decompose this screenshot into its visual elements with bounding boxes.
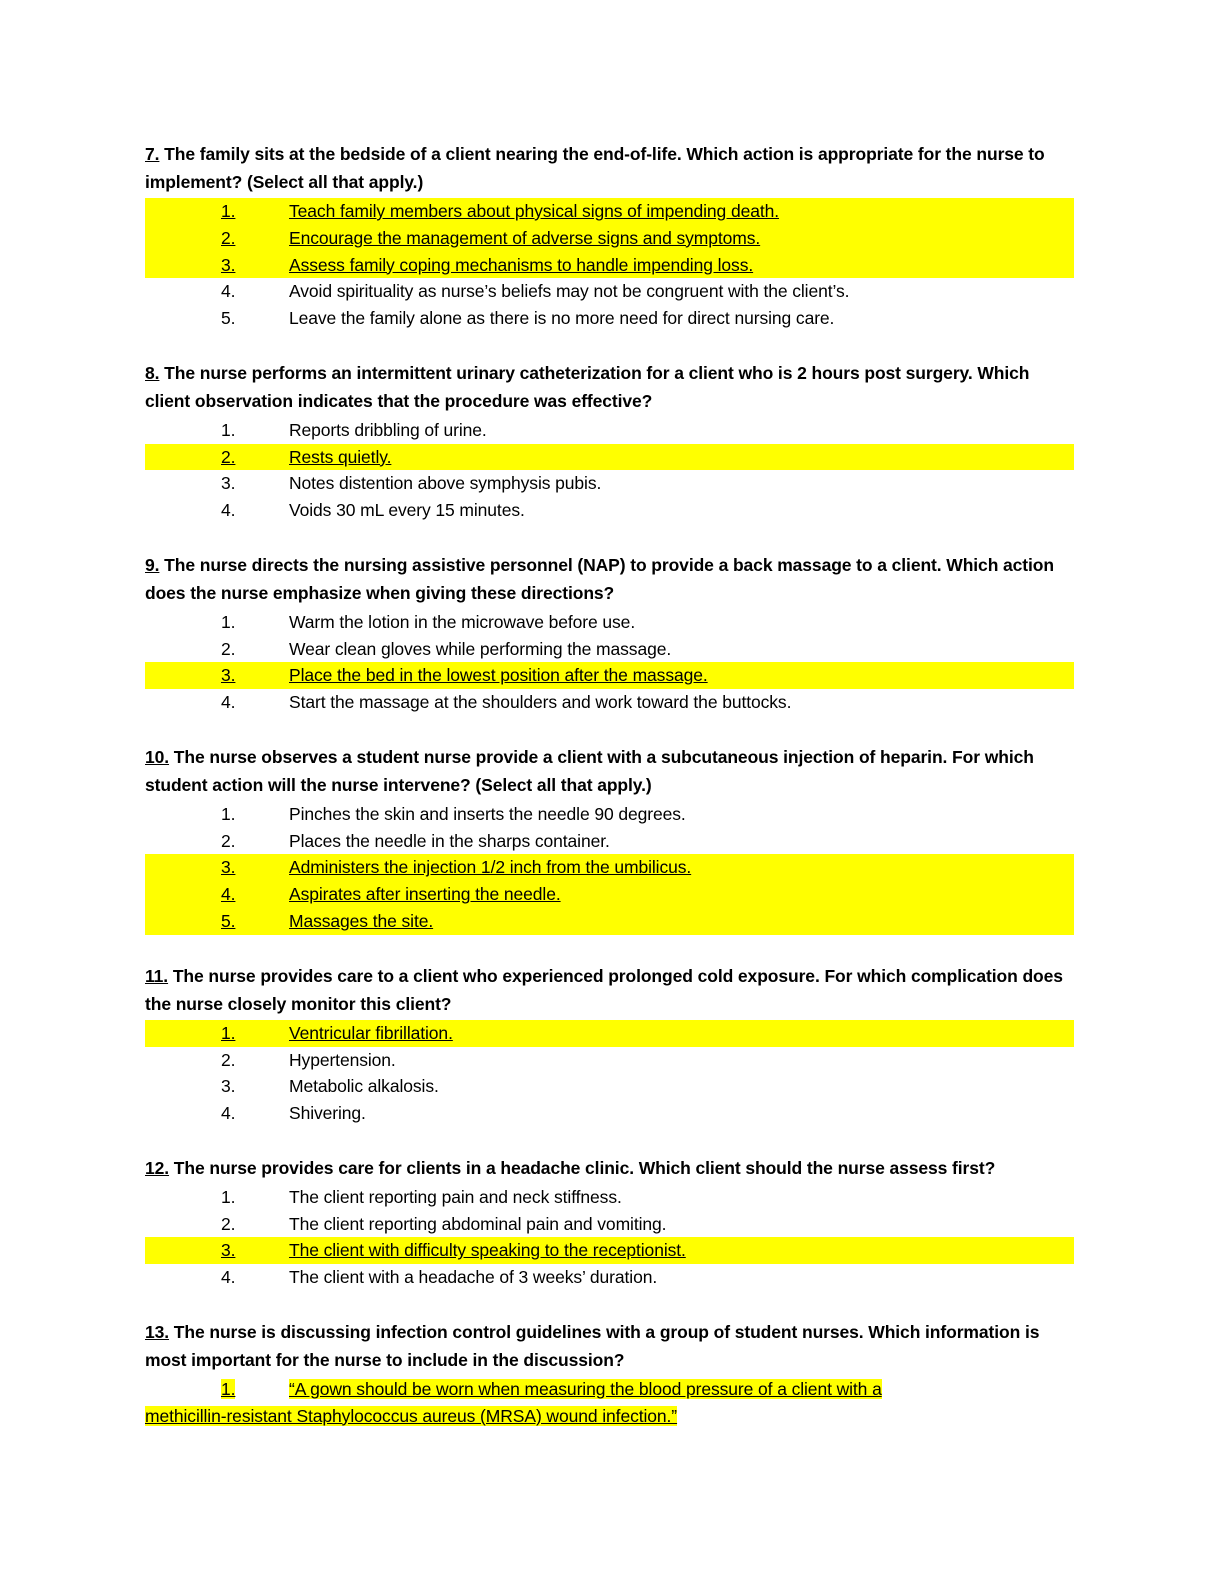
option-number: 4.	[221, 1267, 236, 1288]
option-item[interactable]	[145, 470, 1074, 497]
option-text: Rests quietly.	[289, 444, 1074, 471]
option-text: Start the massage at the shoulders and work toward the buttocks.	[289, 692, 792, 713]
option-number: 2.	[221, 1213, 236, 1234]
option-number: 3.	[221, 473, 236, 494]
question-text-9: The nurse directs the nursing assistive personnel (NAP) to provide a back massage to a client. Which action does the nurse emphasize when giving these directions?	[145, 554, 1054, 603]
option-number: 3.	[145, 252, 289, 279]
option-number: 5.	[221, 308, 236, 329]
option-item[interactable]	[145, 278, 1074, 305]
option-item[interactable]	[145, 305, 1074, 332]
option-number: 1.	[145, 1020, 289, 1047]
question-text-11: The nurse provides care to a client who experienced prolonged cold exposure. For which complication does the nurse closely monitor this client?	[145, 965, 1063, 1014]
question-text-13: The nurse is discussing infection control guidelines with a group of student nurses. Which information is most important for the nurse to include in the discussion?	[145, 1321, 1040, 1370]
option-list-7	[145, 198, 1074, 332]
option-text: Assess family coping mechanisms to handle impending loss.	[289, 252, 1074, 279]
option-text-segment: methicillin-resistant Staphylococcus aureus (MRSA) wound infection.”	[145, 1405, 678, 1426]
option-number: 2.	[221, 1049, 236, 1070]
question-text-7: The family sits at the bedside of a client nearing the end-of-life. Which action is appropriate for the nurse to implement? (Select all that apply.)	[145, 144, 1045, 192]
question-block-7	[145, 140, 1074, 332]
option-number: 3.	[145, 1237, 289, 1264]
question-block-12	[145, 1154, 1074, 1291]
option-text: Ventricular fibrillation.	[289, 1020, 1074, 1047]
question-stem-8	[145, 359, 1074, 415]
option-text: The client with difficulty speaking to the receptionist.	[289, 1237, 1074, 1264]
option-item[interactable]	[145, 1073, 1074, 1100]
option-item[interactable]	[145, 1020, 1074, 1047]
option-text: Notes distention above symphysis pubis.	[289, 473, 602, 494]
question-block-11	[145, 962, 1074, 1127]
option-item[interactable]	[145, 1100, 1074, 1127]
question-block-13	[145, 1318, 1074, 1430]
question-number-11: 11.	[145, 965, 169, 986]
option-number	[145, 1376, 289, 1403]
option-number: 4.	[221, 1103, 236, 1124]
option-number: 3.	[145, 662, 289, 689]
option-item[interactable]	[145, 198, 1074, 225]
option-text: The client reporting pain and neck stiffness.	[289, 1186, 622, 1207]
option-number: 1.	[221, 1186, 236, 1207]
option-list-11	[145, 1020, 1074, 1127]
option-list-13	[145, 1376, 1074, 1430]
option-number: 1.	[221, 803, 236, 824]
question-stem-12	[145, 1154, 1074, 1182]
option-text: Metabolic alkalosis.	[289, 1076, 439, 1097]
question-number-8: 8.	[145, 362, 160, 383]
option-list-10	[145, 801, 1074, 935]
option-text: Place the bed in the lowest position after the massage.	[289, 662, 1074, 689]
option-text: The client with a headache of 3 weeks’ duration.	[289, 1267, 658, 1288]
question-number-9: 9.	[145, 554, 160, 575]
option-item[interactable]	[145, 444, 1074, 471]
option-number: 1.	[221, 611, 236, 632]
option-number: 2.	[145, 225, 289, 252]
question-stem-9	[145, 551, 1074, 607]
option-number: 5.	[145, 908, 289, 935]
option-text: Voids 30 mL every 15 minutes.	[289, 500, 525, 521]
option-number-text: 1.	[221, 1378, 236, 1399]
option-number: 3.	[145, 854, 289, 881]
option-text: Shivering.	[289, 1103, 366, 1124]
option-item[interactable]	[145, 497, 1074, 524]
question-number-12: 12.	[145, 1157, 170, 1178]
option-item[interactable]	[145, 689, 1074, 716]
option-text: Aspirates after inserting the needle.	[289, 881, 1074, 908]
option-number: 1.	[221, 419, 236, 440]
option-item[interactable]	[145, 252, 1074, 279]
option-number: 4.	[221, 500, 236, 521]
question-number-10: 10.	[145, 746, 170, 767]
option-text: Leave the family alone as there is no more need for direct nursing care.	[289, 308, 835, 329]
option-item[interactable]	[145, 908, 1074, 935]
question-number-13: 13.	[145, 1321, 170, 1342]
question-stem-7	[145, 140, 1074, 196]
option-text: Reports dribbling of urine.	[289, 419, 487, 440]
option-number: 1.	[145, 198, 289, 225]
option-item[interactable]	[145, 1047, 1074, 1074]
option-item[interactable]	[145, 854, 1074, 881]
option-number: 2.	[221, 638, 236, 659]
option-item[interactable]	[145, 1184, 1074, 1211]
option-text: Hypertension.	[289, 1049, 396, 1070]
option-item[interactable]	[145, 225, 1074, 252]
option-text: Massages the site.	[289, 908, 1074, 935]
option-item[interactable]	[145, 1264, 1074, 1291]
question-stem-10	[145, 743, 1074, 799]
option-text-line-1	[289, 1376, 1074, 1403]
option-number: 3.	[221, 1076, 236, 1097]
option-number: 4.	[145, 881, 289, 908]
option-text: Pinches the skin and inserts the needle 90 degrees.	[289, 803, 686, 824]
option-number: 2.	[221, 830, 236, 851]
question-block-8	[145, 359, 1074, 524]
question-block-10	[145, 743, 1074, 935]
option-item[interactable]	[145, 1376, 1074, 1403]
option-list-8	[145, 417, 1074, 524]
option-text: Warm the lotion in the microwave before use.	[289, 611, 636, 632]
question-number-7: 7.	[145, 144, 160, 164]
question-text-12: The nurse provides care for clients in a headache clinic. Which client should the nurse assess first?	[173, 1157, 996, 1178]
option-item[interactable]	[145, 1237, 1074, 1264]
option-item[interactable]	[145, 801, 1074, 828]
option-text: Wear clean gloves while performing the massage.	[289, 638, 672, 659]
option-text: Places the needle in the sharps container.	[289, 830, 610, 851]
option-list-9	[145, 609, 1074, 716]
option-text-line-2[interactable]	[145, 1403, 1074, 1430]
option-number: 4.	[221, 692, 236, 713]
question-stem-13	[145, 1318, 1074, 1374]
option-item[interactable]	[145, 828, 1074, 855]
question-block-9	[145, 551, 1074, 716]
question-text-10: The nurse observes a student nurse provide a client with a subcutaneous injection of heparin. For which student action will the nurse intervene? (Select all that apply.)	[145, 746, 1034, 795]
option-item[interactable]	[145, 881, 1074, 908]
option-text: Avoid spirituality as nurse’s beliefs may not be congruent with the client’s.	[289, 281, 850, 302]
option-item[interactable]	[145, 609, 1074, 636]
option-text-segment: “A gown should be worn when measuring the blood pressure of a client with a	[289, 1378, 882, 1399]
option-number: 2.	[145, 444, 289, 471]
option-list-12	[145, 1184, 1074, 1291]
option-text: Encourage the management of adverse signs and symptoms.	[289, 225, 1074, 252]
option-text: Teach family members about physical signs of impending death.	[289, 198, 1074, 225]
option-item[interactable]	[145, 1211, 1074, 1238]
question-text-8: The nurse performs an intermittent urinary catheterization for a client who is 2 hours post surgery. Which client observation indicates that the procedure was effective?	[145, 362, 1030, 411]
option-item[interactable]	[145, 417, 1074, 444]
option-text: The client reporting abdominal pain and vomiting.	[289, 1213, 667, 1234]
option-item[interactable]	[145, 636, 1074, 663]
option-number: 4.	[221, 281, 236, 302]
option-text: Administers the injection 1/2 inch from the umbilicus.	[289, 854, 1074, 881]
option-item[interactable]	[145, 662, 1074, 689]
question-stem-11	[145, 962, 1074, 1018]
